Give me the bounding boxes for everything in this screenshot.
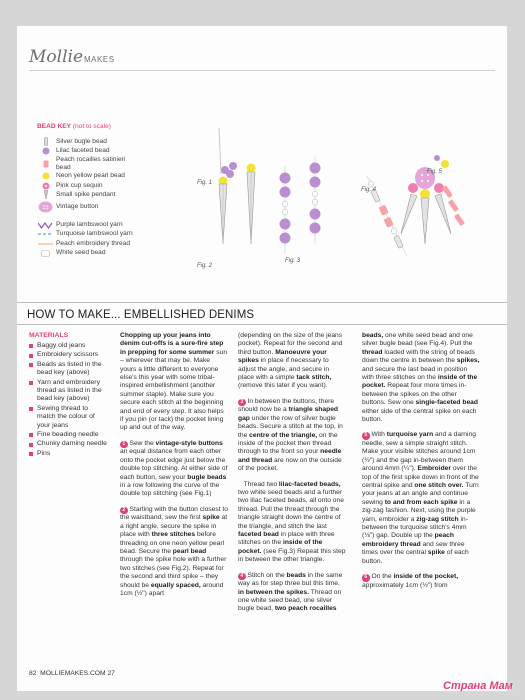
peach-thread-icon (37, 242, 54, 246)
step-4: 4 Stitch on the beads in the same way as for step three but this time, in between the spikes. Thread on one white seed bead, one silver bugle bead, two peach rocailles (238, 571, 343, 613)
step-number-badge: 2 (120, 507, 128, 515)
key-purple-yarn: Purple lambswool yarn (37, 220, 187, 229)
key-neon-yellow: Neon yellow pearl bead (37, 172, 187, 181)
bead-key-note: (not to scale) (72, 123, 111, 130)
yellow-pearl-icon (37, 172, 54, 180)
peach-bead-icon (37, 160, 54, 168)
bullet-square-icon (29, 344, 33, 348)
instructions-column-1 (120, 332, 228, 605)
material-item: Chunky darning needle (29, 440, 107, 448)
bead-key-title: BEAD KEY (not to scale) (37, 123, 111, 130)
silver-bugle-icon (37, 137, 54, 146)
white-seed-icon (37, 250, 54, 257)
issue-number: 27 (107, 670, 115, 677)
key-peach-rocailles: Peach rocailles satinieri bead (37, 156, 187, 172)
bullet-square-icon (29, 354, 33, 358)
step-5: 5 With turquoise yarn and a darning needle, sew a simple straight stitch. Make your visible stitches around 1cm (½") and the gap in-between them around 4mm (¼"). Embroider over the top of the first spike down in front of the central spike and one stitch over. Turn your jeans at an angle and continue sewing to and from each spike in a zig-zag fashion. Next, using the purple yarn, embroider a zig-zag stitch in-between the turquoise stitch's 4mm (⅛") gap. Double up the peach embroidery thread and sew three times over the central spike of each button. (362, 431, 479, 565)
bullet-square-icon (29, 363, 33, 367)
key-vintage-button: Vintage button (37, 199, 187, 215)
section-rule-bottom (17, 324, 507, 325)
materials-title: MATERIALS (29, 332, 69, 339)
key-pink-sequin: Pink cup sequin (37, 181, 187, 190)
fig5-label: Fig. 5 (427, 169, 443, 175)
material-item: Fine beading needle (29, 431, 107, 439)
magazine-logo (29, 47, 115, 67)
spike-icon (37, 190, 54, 199)
watermark: Страна Мам (443, 680, 513, 692)
lilac-bead-icon (37, 147, 54, 155)
step-2-continued: (depending on the size of the jeans pocket). Repeat for the second and third button. Manoeuvre your spikes in place if necessary to adjust the angle, and secure in place with a simple tack stitch, (remove this later if you want). (238, 332, 343, 390)
key-peach-thread: Peach embroidery thread (37, 239, 187, 248)
page-footer (29, 670, 115, 677)
bullet-square-icon (29, 407, 33, 411)
fig1-spikes (219, 128, 256, 244)
key-spike-pendant: Small spike pendant (37, 190, 187, 199)
fig4-label: Fig. 4 (361, 187, 377, 193)
material-item: Embroidery scissors (29, 351, 107, 359)
step-1: 1 Sew the vintage-style buttons an equal distance from each other onto the pocket edge just below the double top stitching. At either side of each button, sew your bugle beads in a row following the curve of the double top stitching (see Fig.1) (120, 439, 228, 498)
step-3-continued: Thread two lilac-faceted beads, two white seed beads and a further two lilac faceted beads, all onto one thread. Pull the thread through the triangle straight down the centre of the triangle, and stitch the last faceted bead in place with three stitches on the inside of the pocket. (see Fig.3) Repeat this step in between the other triangle. (238, 480, 346, 564)
logo-main: Mollie (29, 47, 84, 67)
material-item: Yarn and embroidery thread as listed in the bead key (above) (29, 379, 107, 404)
step-3: 3 In between the buttons, there should now be a triangle shaped gap under the row of silver bugle beads. Secure a stitch at the top, in the centre of the triangle, on the inside of the pocket then thread through to the front so your needle and thread are now on the outside of the pocket. (238, 397, 343, 473)
materials-list (29, 332, 107, 459)
bead-key (37, 123, 187, 258)
turquoise-yarn-icon (37, 232, 54, 236)
step-6: 6 On the inside of the pocket, approximately 1cm (½") from (362, 573, 459, 589)
step-2: 2 Starting with the button closest to the waistband, sew the first spike at a right angle, secure the spike in place with three stitches before threading on one neon yellow pearl bead. Secure the pearl bead through the spike hole with a further two stitches (see Fig.2). Repeat for the second and third spike – they should be equally spaced, around 1cm (½") apart (120, 505, 229, 597)
key-lilac-faceted: Lilac faceted bead (37, 146, 187, 155)
section-rule-top (17, 302, 507, 303)
bullet-square-icon (29, 381, 33, 385)
header-divider (29, 70, 495, 71)
magazine-page (17, 26, 507, 691)
material-item: Beads as listed in the bead key (above) (29, 361, 107, 378)
step-number-badge: 6 (362, 574, 370, 582)
material-item: Pins (29, 450, 107, 458)
section-title: HOW TO MAKE... EMBELLISHED DENIMS (27, 309, 255, 321)
section-header (17, 302, 507, 328)
intro-paragraph: Chopping up your jeans into denim cut-offs is a sure-fire step in prepping for some summer sun – wherever that may be. Make yours a little different to everyone else's this year with some tribal-inspired embellishment (another summer staple). Make sure you secure each stitch at the beginning and end of every step. It also helps if you pin (or tack) the pocket lining up and out of the way. (120, 332, 228, 432)
key-white-seed: White seed bead (37, 248, 187, 257)
footer-site: MOLLIEMAKES.COM (40, 670, 106, 677)
material-item: Baggy old jeans (29, 342, 107, 350)
vintage-button-icon (37, 201, 54, 213)
fig3-label: Fig. 3 (285, 258, 301, 264)
key-turquoise-yarn: Turquoise lambswool yarn (37, 230, 187, 239)
step-number-badge: 4 (238, 573, 246, 581)
bullet-square-icon (29, 433, 33, 437)
logo-sub: MAKES (84, 55, 115, 64)
material-item: Sewing thread to match the colour of your jeans (29, 405, 107, 430)
fig3-strands (280, 156, 321, 254)
step-number-badge: 5 (362, 432, 370, 440)
diagram-figures (175, 126, 495, 294)
bullet-square-icon (29, 452, 33, 456)
key-silver-bugle: Silver bugle bead (37, 137, 187, 146)
purple-yarn-icon (37, 222, 54, 229)
step-number-badge: 3 (238, 399, 246, 407)
fig1-label: Fig. 1 (197, 180, 213, 186)
instructions-column-3 (362, 332, 480, 597)
step-4-continued: beads, one white seed bead and one silver bugle bead (see Fig.4). Pull the thread loaded with the string of beads down the centre in between the spikes, and secure the last bead in position with three stitches on the inside of the pocket. Repeat four more times in-between the spikes on the other buttons. Sew one single-faceted bead either side of the central spike on each button. (362, 332, 480, 424)
page-number: 82 (29, 670, 37, 677)
step-number-badge: 1 (120, 441, 128, 449)
instructions-column-2 (238, 332, 346, 621)
pink-sequin-icon (37, 182, 54, 190)
illustration-panel (175, 126, 495, 294)
bullet-square-icon (29, 443, 33, 447)
fig2-label: Fig. 2 (197, 263, 213, 269)
